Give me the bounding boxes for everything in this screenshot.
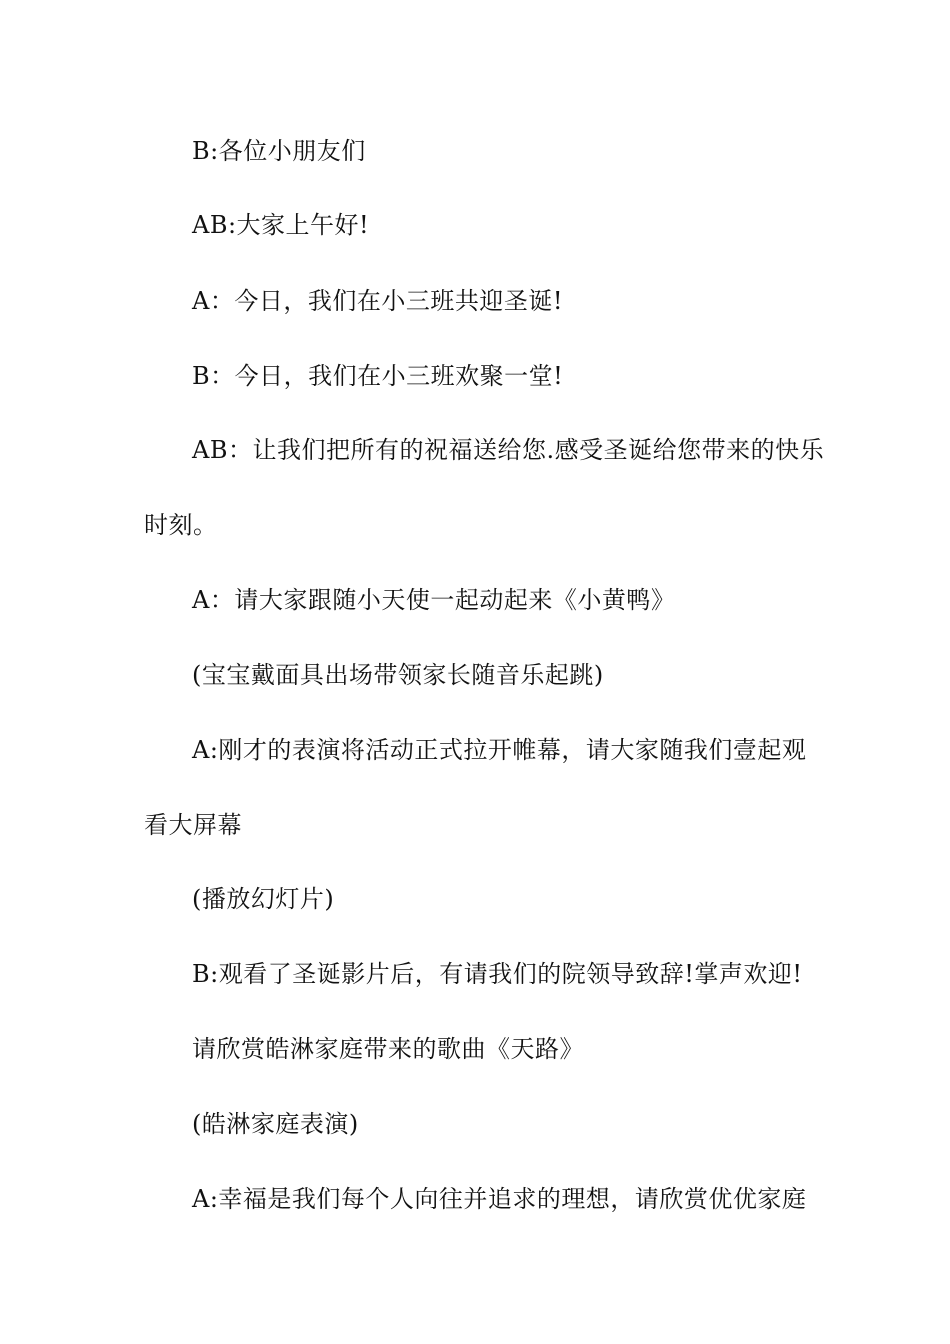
text-line: (皓淋家庭表演) bbox=[192, 1110, 359, 1138]
text-line: A：请大家跟随小天使一起动起来《小黄鸭》 bbox=[192, 586, 676, 614]
text-line: AB：让我们把所有的祝福送给您.感受圣诞给您带来的快乐 bbox=[192, 436, 825, 464]
text-line: B:各位小朋友们 bbox=[192, 137, 366, 165]
text-line: A:刚才的表演将活动正式拉开帷幕，请大家随我们壹起观 bbox=[192, 736, 807, 764]
text-line: A:幸福是我们每个人向往并追求的理想，请欣赏优优家庭 bbox=[192, 1185, 807, 1213]
text-line: 请欣赏皓淋家庭带来的歌曲《天路》 bbox=[192, 1035, 584, 1063]
text-line: AB:大家上午好! bbox=[192, 211, 370, 239]
text-line-continuation: 看大屏幕 bbox=[144, 811, 242, 839]
text-line: (宝宝戴面具出场带领家长随音乐起跳) bbox=[192, 661, 604, 689]
text-line: A：今日，我们在小三班共迎圣诞! bbox=[192, 287, 563, 315]
text-line-continuation: 时刻。 bbox=[144, 511, 218, 539]
text-line: B：今日，我们在小三班欢聚一堂! bbox=[192, 362, 564, 390]
text-line: (播放幻灯片) bbox=[192, 885, 335, 913]
text-line: B:观看了圣诞影片后，有请我们的院领导致辞!掌声欢迎! bbox=[192, 960, 803, 988]
